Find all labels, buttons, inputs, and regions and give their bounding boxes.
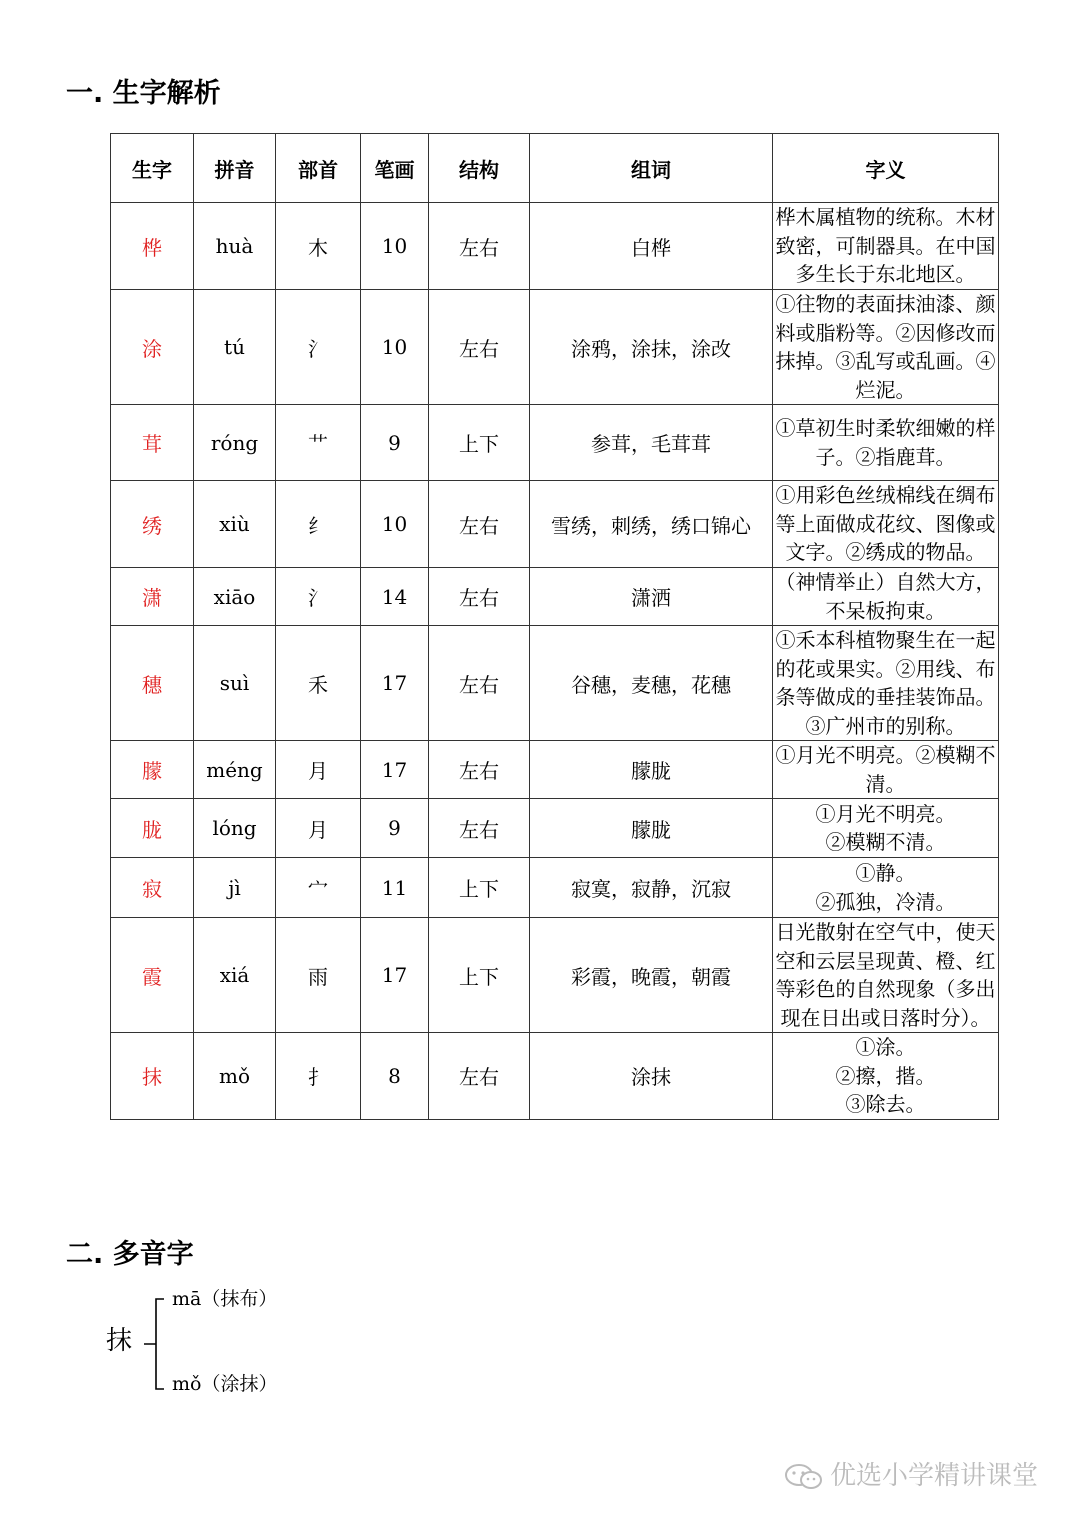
table-row [111, 858, 999, 918]
char-cell: 抹 [111, 1033, 194, 1120]
meaning-cell: （神情举止）自然大方，不呆板拘束。 [773, 568, 999, 626]
section1-title: 一. 生字解析 [66, 78, 221, 109]
meaning-cell: ①静。 ②孤独，冷清。 [773, 858, 999, 918]
pinyin-cell: mǒ [194, 1033, 276, 1120]
strokes-cell: 17 [361, 626, 429, 741]
structure-cell: 左右 [429, 799, 530, 858]
structure-cell: 左右 [429, 481, 530, 568]
polyphone-reading: mā（抹布） [172, 1288, 278, 1310]
char-cell: 涂 [111, 290, 194, 405]
header-words: 组词 [530, 134, 773, 203]
char-cell: 霞 [111, 918, 194, 1033]
radical-cell: 月 [276, 799, 361, 858]
meaning-cell: ①用彩色丝绒棉线在绸布等上面做成花纹、图像或文字。②绣成的物品。 [773, 481, 999, 568]
meaning-cell: ①禾本科植物聚生在一起的花或果实。②用线、布条等做成的垂挂装饰品。③广州市的别称。 [773, 626, 999, 741]
char-cell: 朦 [111, 741, 194, 799]
words-cell: 彩霞，晚霞，朝霞 [530, 918, 773, 1033]
pinyin-cell: lóng [194, 799, 276, 858]
pinyin-cell: xiá [194, 918, 276, 1033]
words-cell: 谷穗，麦穗，花穗 [530, 626, 773, 741]
meaning-cell: ①月光不明亮。 ②模糊不清。 [773, 799, 999, 858]
wechat-icon [784, 1463, 824, 1491]
structure-cell: 左右 [429, 568, 530, 626]
strokes-cell: 10 [361, 203, 429, 290]
char-cell: 潇 [111, 568, 194, 626]
structure-cell: 左右 [429, 626, 530, 741]
meaning-cell: ①涂。 ②擦，揩。 ③除去。 [773, 1033, 999, 1120]
pinyin-cell: xiāo [194, 568, 276, 626]
meaning-cell: ①草初生时柔软细嫩的样子。②指鹿茸。 [773, 405, 999, 481]
radical-cell: 雨 [276, 918, 361, 1033]
structure-cell: 上下 [429, 405, 530, 481]
header-strokes: 笔画 [361, 134, 429, 203]
table-row [111, 741, 999, 799]
table-row [111, 799, 999, 858]
strokes-cell: 10 [361, 290, 429, 405]
words-cell: 涂鸦，涂抹，涂改 [530, 290, 773, 405]
meaning-cell: ①月光不明亮。②模糊不清。 [773, 741, 999, 799]
table-row [111, 481, 999, 568]
pinyin-cell: tú [194, 290, 276, 405]
pinyin-cell: méng [194, 741, 276, 799]
strokes-cell: 17 [361, 741, 429, 799]
table-row [111, 626, 999, 741]
char-cell: 绣 [111, 481, 194, 568]
table-row [111, 918, 999, 1033]
radical-cell: 扌 [276, 1033, 361, 1120]
pinyin-cell: huà [194, 203, 276, 290]
radical-cell: 氵 [276, 568, 361, 626]
header-pinyin: 拼音 [194, 134, 276, 203]
strokes-cell: 9 [361, 405, 429, 481]
words-cell: 涂抹 [530, 1033, 773, 1120]
structure-cell: 左右 [429, 741, 530, 799]
words-cell: 朦胧 [530, 799, 773, 858]
table-row [111, 203, 999, 290]
words-cell: 雪绣，刺绣，绣口锦心 [530, 481, 773, 568]
table-row [111, 405, 999, 481]
words-cell: 潇洒 [530, 568, 773, 626]
table-row [111, 1033, 999, 1120]
strokes-cell: 17 [361, 918, 429, 1033]
radical-cell: 禾 [276, 626, 361, 741]
table-row [111, 568, 999, 626]
polyphone-reading: mǒ（涂抹） [172, 1373, 278, 1395]
pinyin-cell: xiù [194, 481, 276, 568]
char-cell: 穗 [111, 626, 194, 741]
strokes-cell: 9 [361, 799, 429, 858]
words-cell: 寂寞，寂静，沉寂 [530, 858, 773, 918]
character-table [110, 133, 999, 1120]
words-cell: 白桦 [530, 203, 773, 290]
char-cell: 胧 [111, 799, 194, 858]
char-cell: 寂 [111, 858, 194, 918]
structure-cell: 左右 [429, 1033, 530, 1120]
words-cell: 朦胧 [530, 741, 773, 799]
header-structure: 结构 [429, 134, 530, 203]
polyphone-bracket [136, 1296, 166, 1392]
strokes-cell: 14 [361, 568, 429, 626]
char-cell: 桦 [111, 203, 194, 290]
section2-title: 二. 多音字 [66, 1239, 194, 1270]
strokes-cell: 8 [361, 1033, 429, 1120]
radical-cell: 月 [276, 741, 361, 799]
meaning-cell: ①往物的表面抹油漆、颜料或脂粉等。②因修改而抹掉。③乱写或乱画。④烂泥。 [773, 290, 999, 405]
strokes-cell: 10 [361, 481, 429, 568]
radical-cell: 宀 [276, 858, 361, 918]
words-cell: 参茸，毛茸茸 [530, 405, 773, 481]
watermark-text: 优选小学精讲课堂 [830, 1461, 1039, 1491]
structure-cell: 上下 [429, 858, 530, 918]
structure-cell: 上下 [429, 918, 530, 1033]
header-char: 生字 [111, 134, 194, 203]
structure-cell: 左右 [429, 290, 530, 405]
structure-cell: 左右 [429, 203, 530, 290]
pinyin-cell: jì [194, 858, 276, 918]
radical-cell: 纟 [276, 481, 361, 568]
polyphone-char: 抹 [106, 1326, 133, 1356]
header-meaning: 字义 [773, 134, 999, 203]
table-row [111, 290, 999, 405]
pinyin-cell: suì [194, 626, 276, 741]
header-radical: 部首 [276, 134, 361, 203]
radical-cell: 氵 [276, 290, 361, 405]
radical-cell: 艹 [276, 405, 361, 481]
radical-cell: 木 [276, 203, 361, 290]
strokes-cell: 11 [361, 858, 429, 918]
table-header-row [111, 134, 999, 203]
meaning-cell: 桦木属植物的统称。木材致密，可制器具。在中国多生长于东北地区。 [773, 203, 999, 290]
char-cell: 茸 [111, 405, 194, 481]
meaning-cell: 日光散射在空气中，使天空和云层呈现黄、橙、红等彩色的自然现象（多出现在日出或日落时分）。 [773, 918, 999, 1033]
pinyin-cell: róng [194, 405, 276, 481]
